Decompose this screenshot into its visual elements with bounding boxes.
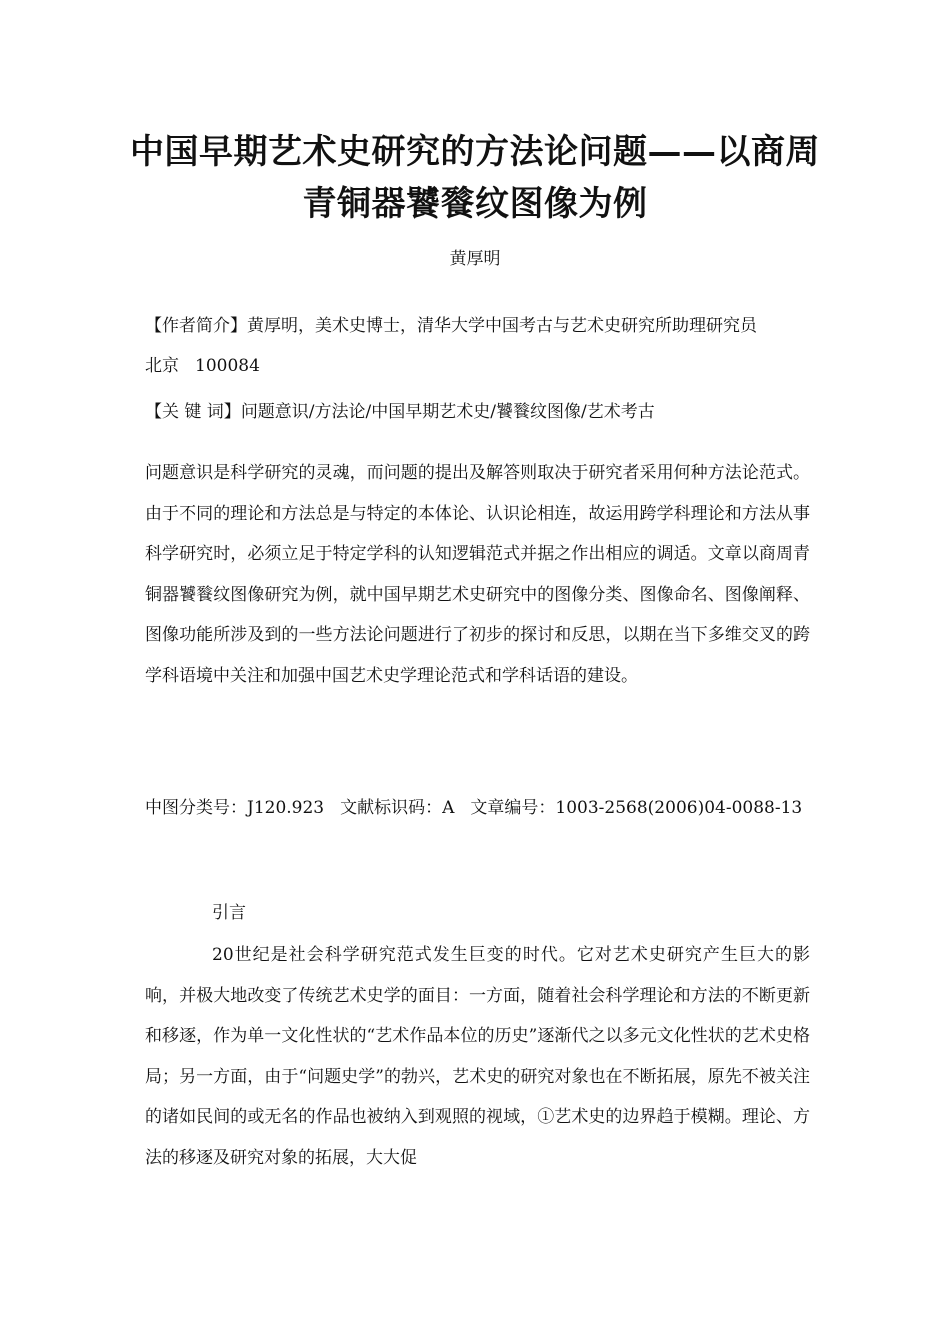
author-postcode: 100084	[195, 356, 260, 376]
classification-line	[145, 788, 810, 828]
section-heading: 引言	[212, 903, 246, 923]
keywords-label: 【关 键 词】	[145, 402, 241, 422]
keywords	[145, 392, 810, 432]
author-bio-address	[145, 346, 810, 386]
doc-code-value: A	[442, 798, 455, 818]
abstract: 问题意识是科学研究的灵魂，而问题的提出及解答则取决于研究者采用何种方法论范式。由于不同的理论和方法总是与特定的本体论、认识论相连，故运用跨学科理论和方法从事科学研究时，必须立足于特定学科的认知逻辑范式并据之作出相应的调适。文章以商周青铜器饕餮纹图像研究为例，就中国早期艺术史研究中的图像分类、图像命名、图像阐释、图像功能所涉及到的一些方法论问题进行了初步的探讨和反思，以期在当下多维交叉的跨学科语境中关注和加强中国艺术史学理论范式和学科话语的建设。	[145, 463, 810, 686]
author-bio-label: 【作者简介】	[145, 316, 247, 336]
clc-value: J120.923	[247, 798, 325, 818]
body-paragraph: 20世纪是社会科学研究范式发生巨变的时代。它对艺术史研究产生巨大的影响，并极大地改变了传统艺术史学的面目：一方面，随着社会科学理论和方法的不断更新和移逐，作为单一文化性状的“艺术作品本位的历史”逐渐代之以多元文化性状的艺术史格局；另一方面，由于“问题史学”的勃兴，艺术史的研究对象也在不断拓展，原先不被关注的诸如民间的或无名的作品也被纳入到观照的视域，①艺术史的边界趋于模糊。理论、方法的移逐及研究对象的拓展，大大促	[145, 945, 810, 1168]
paper-title: 中国早期艺术史研究的方法论问题——以商周青铜器饕餮纹图像为例	[130, 132, 820, 224]
clc-label: 中图分类号：	[145, 798, 247, 818]
author-name: 黄厚明	[449, 249, 501, 269]
article-no-value: 1003-2568(2006)04-0088-13	[555, 798, 803, 818]
article-no-label: 文章编号：	[470, 798, 556, 818]
doc-code-label: 文献标识码：	[340, 798, 443, 818]
author-bio	[145, 306, 810, 386]
keywords-text: 问题意识/方法论/中国早期艺术史/饕餮纹图像/艺术考古	[240, 402, 655, 422]
author-location: 北京	[145, 356, 179, 376]
author-bio-text: 黄厚明，美术史博士，清华大学中国考古与艺术史研究所助理研究员	[247, 316, 757, 336]
